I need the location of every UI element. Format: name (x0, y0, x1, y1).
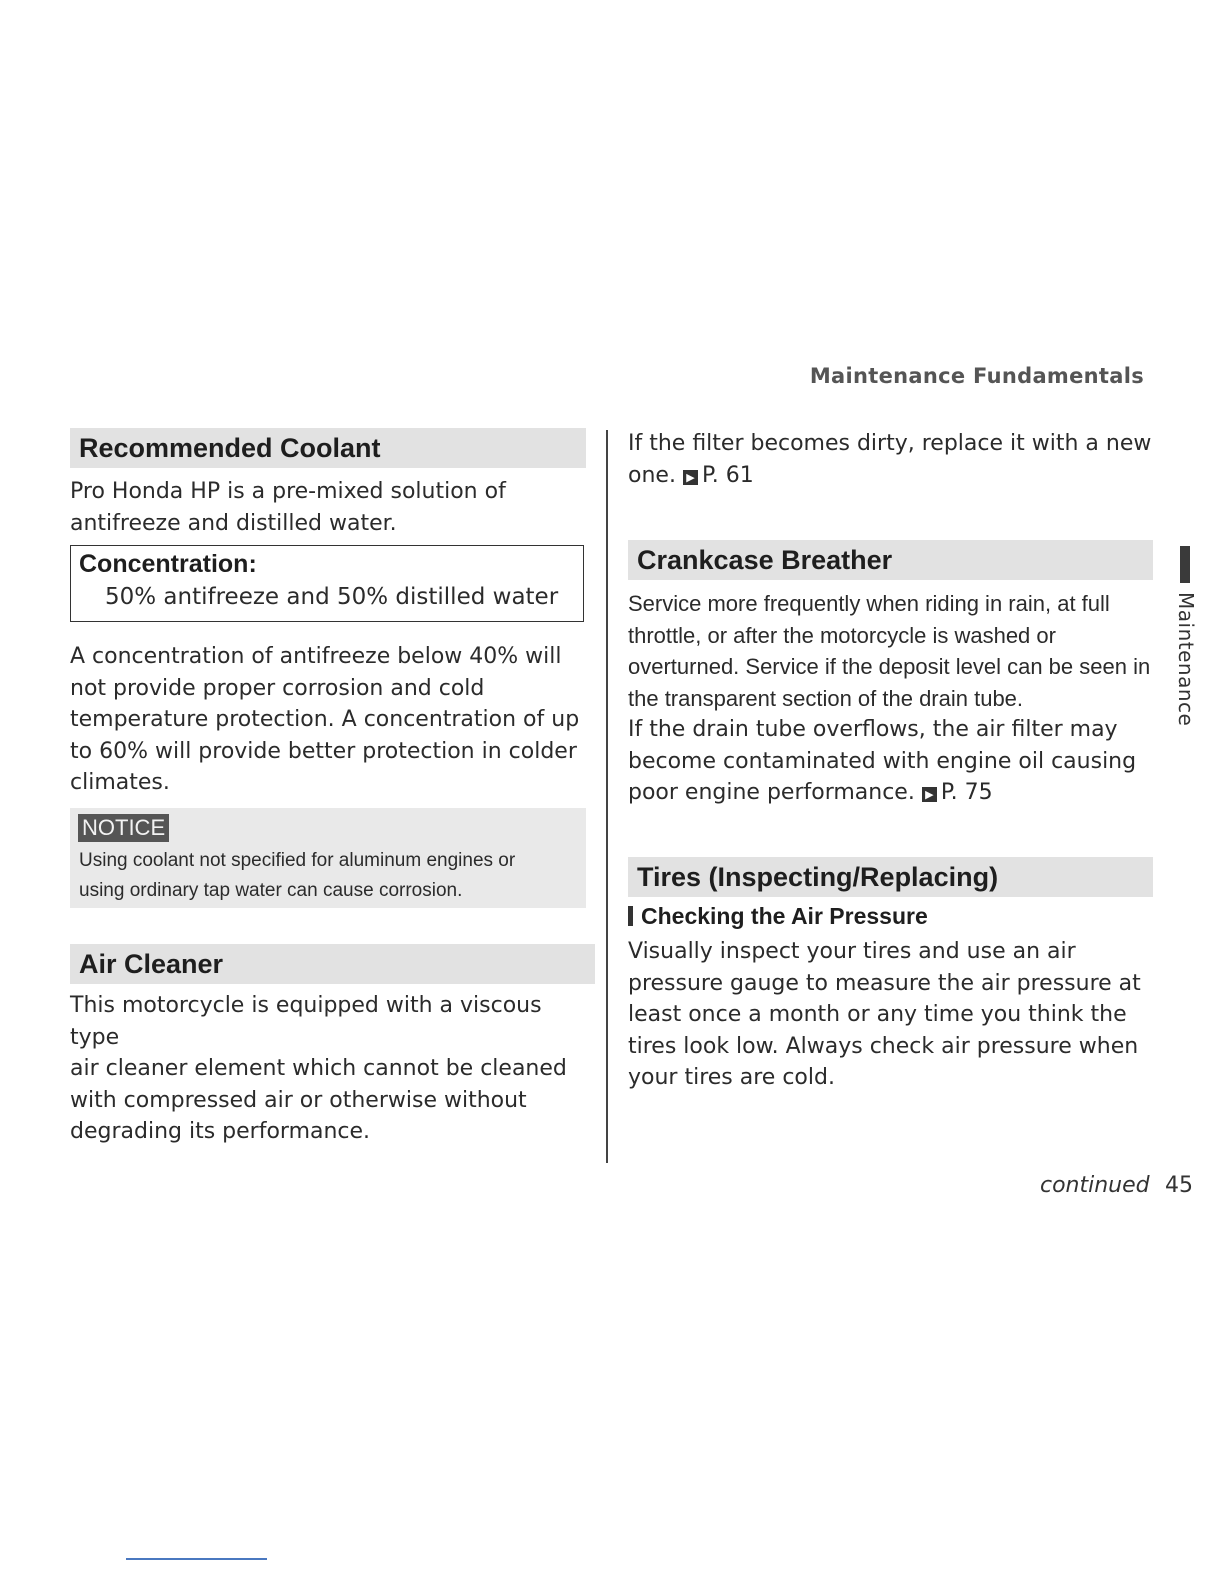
text-line: degrading its performance. (70, 1119, 371, 1144)
text-line: throttle, or after the motorcycle is washed or (628, 622, 1056, 648)
air-cleaner-body (70, 990, 590, 1148)
side-tab-marker (1180, 546, 1190, 583)
concentration-label: Concentration: (79, 550, 257, 578)
text-line: If the drain tube overflows, the air filter may (628, 717, 1118, 742)
column-divider (606, 430, 608, 1163)
page-reference-icon: ▶ (922, 787, 937, 802)
concentration-value: 50% antifreeze and 50% distilled water (105, 584, 559, 610)
text-line: antifreeze and distilled water. (70, 510, 397, 536)
text-line: overturned. Service if the deposit level can be seen in (628, 654, 1151, 679)
air-cleaner-filter-note (628, 428, 1158, 491)
text-line: Pro Honda HP is a pre-mixed solution of (70, 479, 506, 504)
coolant-intro (70, 476, 506, 539)
text-line: tires look low. Always check air pressure when (628, 1033, 1139, 1059)
text-line (628, 777, 1168, 809)
coolant-body (70, 641, 590, 799)
notice-badge: NOTICE (78, 814, 169, 842)
text-line: your tires are cold. (628, 1065, 835, 1090)
text-line: with compressed air or otherwise without (70, 1087, 527, 1113)
text-line: using ordinary tap water can cause corrosion. (79, 880, 463, 901)
text-line: Visually inspect your tires and use an air (628, 939, 1076, 964)
text-line: the transparent section of the drain tube. (628, 685, 1024, 711)
text-line: This motorcycle is equipped with a viscous type (70, 993, 542, 1050)
subheading-bar-icon (628, 906, 633, 926)
text-line: become contaminated with engine oil causing (628, 748, 1137, 774)
text-line (628, 460, 1158, 492)
subheading-text: Checking the Air Pressure (641, 903, 928, 929)
notice-text (79, 846, 579, 906)
section-heading-recommended-coolant: Recommended Coolant (70, 428, 586, 468)
text-line: A concentration of antifreeze below 40% will (70, 644, 562, 669)
text-line: not provide proper corrosion and cold (70, 675, 485, 701)
text-line: Using coolant not specified for aluminum engines or (79, 850, 516, 871)
footer-continued: continued (1040, 1173, 1150, 1198)
section-heading-tires: Tires (Inspecting/Replacing) (628, 857, 1153, 897)
text-line: air cleaner element which cannot be cleaned (70, 1056, 567, 1081)
section-heading-crankcase-breather: Crankcase Breather (628, 540, 1153, 580)
page-reference-icon: ▶ (683, 470, 698, 485)
section-heading-air-cleaner: Air Cleaner (70, 944, 595, 984)
concentration-box (70, 545, 584, 622)
page-reference-link[interactable]: P. 61 (701, 462, 754, 488)
text-fragment: poor engine performance. (628, 780, 915, 805)
text-line: temperature protection. A concentration of up (70, 707, 580, 732)
crankcase-overflow-text (628, 714, 1168, 809)
text-line: If the filter becomes dirty, replace it with a new (628, 431, 1152, 456)
page-reference-link[interactable]: P. 75 (940, 780, 993, 805)
page-number: 45 (1165, 1173, 1193, 1198)
page-header-title: Maintenance Fundamentals (809, 364, 1144, 388)
notice-box (70, 808, 586, 908)
text-line: climates. (70, 770, 170, 795)
text-line: least once a month or any time you think the (628, 1002, 1127, 1027)
tires-body (628, 936, 1168, 1094)
text-fragment: one. (628, 462, 676, 488)
text-line: to 60% will provide better protection in colder (70, 738, 577, 764)
side-tab-label[interactable]: Maintenance (1174, 592, 1198, 727)
subheading-checking-air-pressure (628, 903, 928, 930)
bottom-rule (126, 1558, 267, 1560)
text-line: pressure gauge to measure the air pressure at (628, 970, 1141, 996)
crankcase-service-text (628, 588, 1168, 714)
text-line: Service more frequently when riding in rain, at full (628, 591, 1110, 616)
